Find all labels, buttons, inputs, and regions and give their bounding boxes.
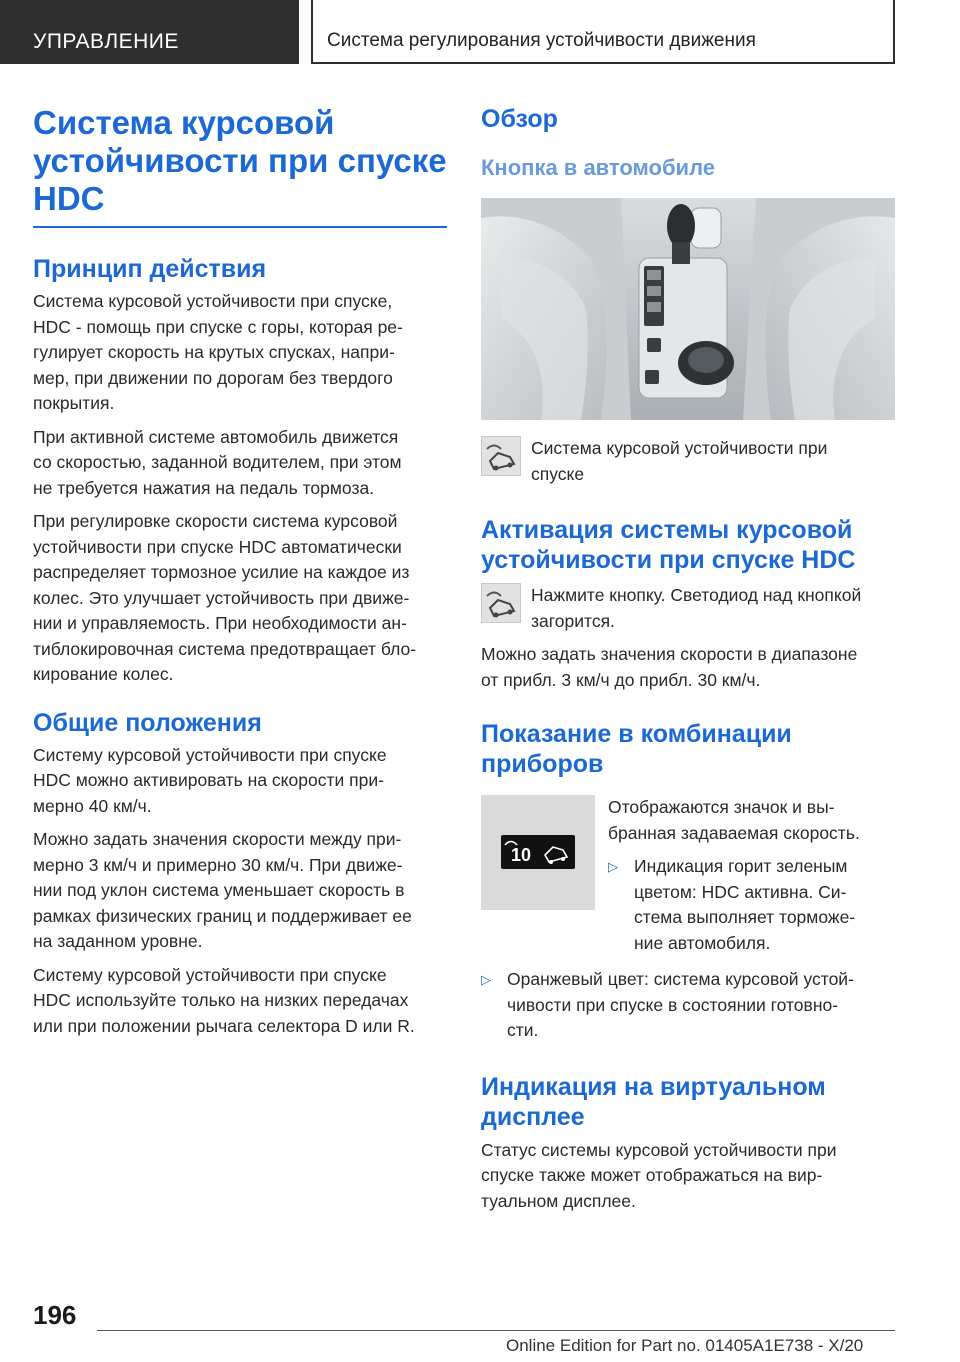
header-chapter-tab [311,0,895,64]
virtual-display-paragraph: Статус системы курсовой устойчивости при спуске также может отображаться на вир‐ туальном дисплее. [481,1139,837,1211]
cluster-bullet-2: ▷ Оранжевый цвет: система курсовой устой‐ чивости при спуске в состоянии готовно‐ сти. [481,967,895,1044]
footer-edition: Online Edition for Part no. 01405A1E738 - X/20 [506,1336,864,1355]
general-paragraph-2: Можно задать значения скорости между при‐ мерно 3 км/ч и примерно 30 км/ч. При движе‐ нии под уклон система уменьшает скорость в рамках физических границ и поддерживает ее на заданном уровне. [33,829,412,951]
page-title: Система курсовой устойчивости при спуске HDC [33,104,447,217]
general-paragraph-3: Систему курсовой устойчивости при спуске HDC используйте только на низких передачах или при положении рычага селектора D или R. [33,964,415,1036]
center-console-photo [481,198,895,420]
header-section-tab [0,0,299,64]
principle-paragraph-1: Система курсовой устойчивости при спуске, HDC - помощь при спуске с горы, которая ре‐ гулирует скорость на крутых спусках, напри‐ мер, при движении по дорогам без твердого покрытия. [33,291,403,413]
triangle-right-icon: ▷ [481,972,491,987]
activation-paragraph-1: Нажмите кнопку. Светодиод над кнопкой загорится. [531,585,862,631]
cluster-paragraph-1: Отображаются значок и вы‐ бранная задаваемая скорость. [608,797,860,843]
center-console-illustration [481,198,895,420]
header-chapter-label: Система регулирования устойчивости движения [327,30,756,51]
footer-divider [97,1330,895,1331]
cluster-bullet-1: ▷ Индикация горит зеленым цветом: HDC активна. Си‐ стема выполняет торможе‐ ние автомобиля. [608,854,895,956]
button-caption-row [481,436,895,487]
cluster-speed-number: 10 [511,845,532,865]
cluster-section [481,795,895,956]
overview-heading: Обзор [481,105,558,133]
left-column [33,104,447,1039]
button-caption: Система курсовой устойчивости при спуске [531,438,828,484]
principle-paragraph-3: При регулировке скорости система курсовой устойчивости при спуске HDC автоматически распределяет тормозное усилие на каждое из колес. Это улучшает устойчивость при движе‐ нии и управляемость. При необходимости ан‐ тиблокировочная система предотвращает бло‐ кирование колес. [33,511,417,684]
cluster-display-screen [501,835,575,869]
button-in-car-heading: Кнопка в автомобиле [481,155,715,180]
principle-heading: Принцип действия [33,255,267,283]
general-paragraph-1: Систему курсовой устойчивости при спуске HDC можно активировать на скорости при‐ мерно 40 км/ч. [33,744,387,816]
cluster-heading: Показание в комбинации приборов [481,720,792,778]
virtual-display-heading: Индикация на виртуальном дисплее [481,1072,826,1131]
title-divider [33,226,447,228]
principle-paragraph-2: При активной системе автомобиль движется со скоростью, заданной водителем, при этом не требуется нажатия на педаль тормоза. [33,426,402,498]
hdc-car-descent-icon [481,583,521,623]
hdc-car-descent-icon [481,436,521,476]
header-section-label: УПРАВЛЕНИЕ [33,30,179,53]
triangle-right-icon: ▷ [608,859,618,874]
cluster-text [608,795,895,956]
right-column [481,104,895,1214]
general-heading: Общие положения [33,708,262,737]
page-number: 196 [33,1300,77,1330]
activation-heading: Активация системы курсовой устойчивости при спуске HDC [481,516,856,574]
activation-row [481,583,895,634]
instrument-cluster-display [481,795,595,910]
activation-paragraph-2: Можно задать значения скорости в диапазоне от прибл. 3 км/ч до прибл. 30 км/ч. [481,644,858,690]
